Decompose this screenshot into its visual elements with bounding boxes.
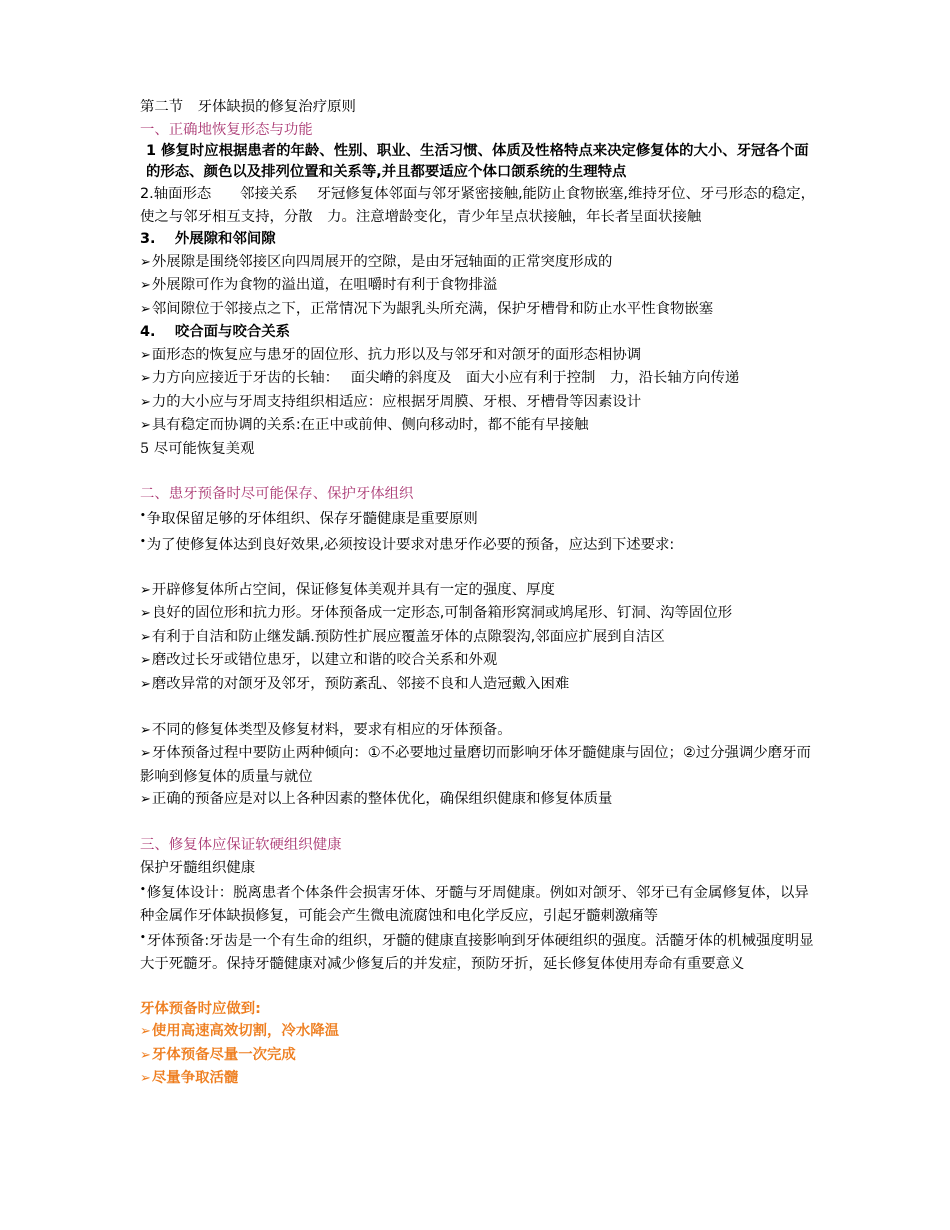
section-title: 第二节 牙体缺损的修复治疗原则 (140, 99, 356, 115)
arrow-icon: ➢ (140, 394, 151, 410)
spacer (140, 556, 820, 579)
arrow-icon: ➢ (140, 371, 151, 386)
list-item-text: 有利于自洁和防止继发龋.预防性扩展应覆盖牙体的点隙裂沟,邻面应扩展到自洁区 (151, 628, 665, 645)
list-item-text: 力方向应接近于牙齿的长轴： 面尖嵴的斜度及 面大小应有利于控制 力，沿长轴方向传递 (151, 370, 740, 386)
bullet-item (140, 927, 820, 975)
paragraph-3: 3. 外展隙和邻间隙 (140, 231, 276, 247)
arrow-icon: ➢ (140, 606, 151, 621)
list-item (140, 673, 820, 697)
heading-3: 三、修复体应保证软硬组织健康 (140, 837, 342, 853)
list-item-text: 不同的修复体类型及修复材料，要求有相应的牙体预备。 (151, 721, 512, 738)
bullet-item (140, 879, 820, 927)
list-item-text: 牙体预备尽量一次完成 (151, 1046, 296, 1063)
list-item (140, 1044, 820, 1068)
list-item-text: 外展隙是围绕邻接区向四周展开的空隙，是由牙冠轴面的正常突度形成的 (151, 253, 613, 270)
list-item (140, 1067, 820, 1091)
list-item (140, 1020, 820, 1044)
list-item-text: 磨改异常的对颌牙及邻牙，预防紊乱、邻接不良和人造冠戴入困难 (151, 675, 570, 692)
list-item-text: 良好的固位形和抗力形。牙体预备成一定形态,可制备箱形窝洞或鸠尾形、钉洞、沟等固位形 (151, 605, 733, 621)
list-item-text: 邻间隙位于邻接点之下，正常情况下为龈乳头所充满，保护牙槽骨和防止水平性食物嵌塞 (151, 300, 714, 317)
heading-4: 牙体预备时应做到: (140, 1000, 261, 1017)
list-item-text: 尽量争取活髓 (151, 1070, 239, 1086)
bullet-item-text: 牙体预备:牙齿是一个有生命的组织，牙髓的健康直接影响到牙体硬组织的强度。活髓牙体的机械强度明显大于死髓牙。保持牙髓健康对减少修复后的并发症，预防牙折，延长修复体使用寿命有重要意义 (140, 933, 814, 972)
subheading: 保护牙髓组织健康 (140, 859, 256, 876)
list-item-text: 磨改过长牙或错位患牙，以建立和谐的咬合关系和外观 (151, 652, 498, 668)
spacer (140, 696, 820, 719)
arrow-icon: ➢ (140, 278, 151, 293)
document-page (140, 96, 820, 1091)
spacer (140, 812, 820, 835)
arrow-icon: ➢ (140, 629, 151, 645)
arrow-icon: ➢ (140, 722, 151, 738)
arrow-icon: ➢ (140, 254, 151, 270)
list-item-text: 开辟修复体所占空间，保证修复体美观并具有一定的强度、厚度 (151, 581, 555, 598)
list-item (140, 298, 820, 322)
paragraph-4: 4. 咬合面与咬合关系 (140, 324, 291, 340)
paragraph-1: 1 修复时应根据患者的年龄、性别、职业、生活习惯、体质及性格特点来决定修复体的大小、牙冠各个面的形态、颜色以及排列位置和关系等,并且都要适应个体口颌系统的生理特点 (146, 143, 809, 180)
bullet-icon: • (140, 536, 146, 547)
list-item (140, 602, 820, 626)
arrow-icon: ➢ (140, 582, 151, 598)
list-item (140, 344, 820, 368)
bullet-icon: • (140, 933, 146, 943)
bullet-item-text: 修复体设计：脱离患者个体条件会损害牙体、牙髓与牙周健康。例如对颌牙、邻牙已有金属修复体，以异种金属作牙体缺损修复，可能会产生微电流腐蚀和电化学反应，引起牙髓刺激痛等 (140, 885, 809, 924)
arrow-icon: ➢ (140, 418, 151, 433)
list-item-text: 正确的预备应是对以上各种因素的整体优化，确保组织健康和修复体质量 (151, 791, 613, 807)
list-item (140, 719, 820, 743)
arrow-icon: ➢ (140, 301, 151, 317)
list-item (140, 788, 820, 812)
arrow-icon: ➢ (140, 792, 151, 807)
list-item-text: 具有稳定而协调的关系:在正中或前伸、侧向移动时，都不能有早接触 (151, 417, 589, 433)
arrow-icon: ➢ (140, 1071, 151, 1086)
bullet-icon: • (140, 885, 146, 895)
bullet-item-text: 争取保留足够的牙体组织、保存牙髓健康是重要原则 (146, 511, 478, 527)
list-item-text: 牙体预备过程中要防止两种倾向：①不必要地过量磨切而影响牙体牙髓健康与固位；②过分强调少磨牙而影响到修复体的质量与就位 (140, 745, 811, 785)
paragraph-2-text: 2.轴面形态 邻接关系 牙冠修复体邻面与邻牙紧密接触,能防止食物嵌塞,维持牙位、牙弓形态的稳定，使之与邻牙相互支持，分散 力。注意增龄变化，青少年呈点状接触，年长者呈面状接触 (140, 186, 816, 225)
arrow-icon: ➢ (140, 676, 151, 692)
spacer (140, 460, 820, 483)
list-item (140, 414, 820, 438)
list-item (140, 367, 820, 391)
paragraph-5: 5 尽可能恢复美观 (140, 440, 255, 457)
list-item-text: 使用高速高效切割，冷水降温 (151, 1023, 339, 1039)
arrow-icon: ➢ (140, 1024, 151, 1039)
bullet-item (140, 505, 820, 531)
list-item (140, 391, 820, 415)
list-item (140, 626, 820, 650)
list-item (140, 742, 820, 788)
arrow-icon: ➢ (140, 746, 151, 761)
bullet-item (140, 531, 820, 557)
spacer (140, 975, 820, 998)
paragraph-2 (140, 183, 820, 228)
list-item-text: 面形态的恢复应与患牙的固位形、抗力形以及与邻牙和对颌牙的面形态相协调 (151, 346, 642, 363)
arrow-icon: ➢ (140, 347, 151, 363)
list-item-text: 力的大小应与牙周支持组织相适应：应根据牙周膜、牙根、牙槽骨等因素设计 (151, 393, 642, 410)
arrow-icon: ➢ (140, 1047, 151, 1063)
list-item (140, 579, 820, 603)
list-item (140, 649, 820, 673)
list-item-text: 外展隙可作为食物的溢出道，在咀嚼时有利于食物排溢 (151, 277, 498, 293)
list-item (140, 251, 820, 275)
bullet-item-text: 为了使修复体达到良好效果,必须按设计要求对患牙作必要的预备，应达到下述要求: (146, 536, 675, 553)
arrow-icon: ➢ (140, 653, 151, 668)
list-item (140, 274, 820, 298)
heading-2: 二、患牙预备时尽可能保存、保护牙体组织 (140, 485, 414, 502)
bullet-icon: • (140, 511, 146, 521)
heading-1: 一、正确地恢复形态与功能 (140, 121, 313, 138)
